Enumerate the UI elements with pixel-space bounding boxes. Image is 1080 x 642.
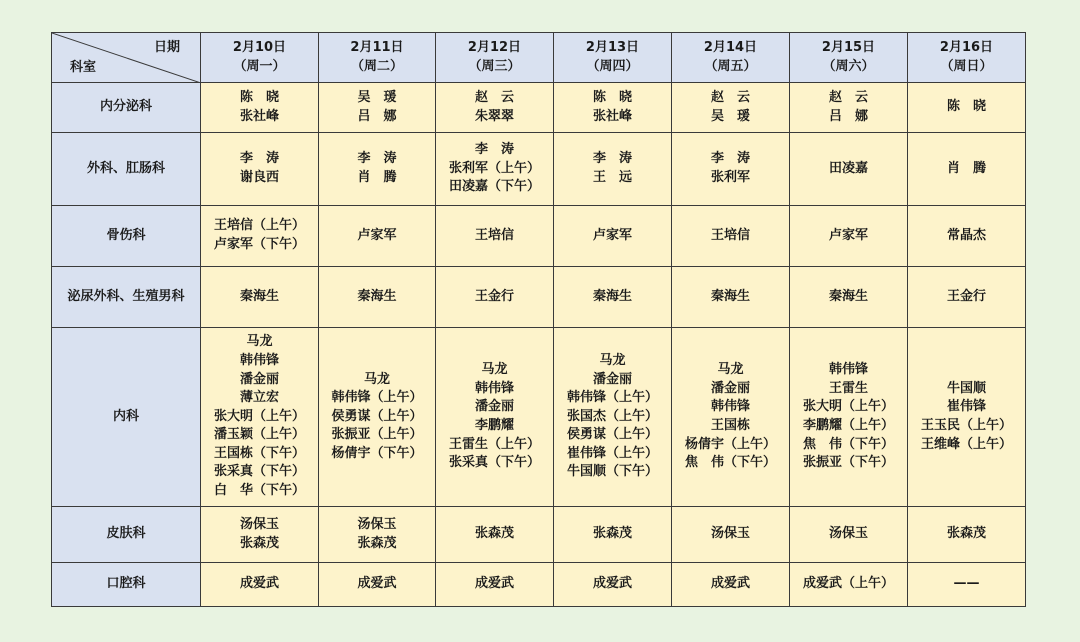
date-label: 2月11日 (350, 39, 404, 55)
doctor-name: 肖 腾 (357, 170, 397, 185)
doctor-name: 王培信 (710, 227, 750, 243)
duty-cell (436, 133, 554, 206)
doctor-name: 卢家军 (828, 227, 868, 243)
doctor-name: 王雷生 (828, 380, 868, 396)
doctor-name: 成爱武 (710, 576, 750, 592)
duty-cell (908, 83, 1026, 133)
duty-cell (790, 563, 908, 607)
duty-cell (554, 328, 672, 507)
duty-cell (201, 507, 319, 563)
department-name: 外科、肛肠科 (52, 133, 201, 206)
doctor-name: 王国栋 (710, 418, 750, 433)
doctor-name: 张利军 (710, 170, 750, 185)
duty-cell (201, 328, 319, 507)
duty-cell (201, 563, 319, 607)
doctor-name: 李 涛 (239, 151, 279, 167)
doctor-name: 韩伟锋 (828, 362, 868, 378)
duty-cell (319, 206, 436, 267)
doctor-name: 卢家军 (592, 227, 632, 243)
duty-cell (790, 206, 908, 267)
doctor-name: 张利军（上午） (448, 160, 540, 176)
weekday-label: （周二） (350, 58, 403, 74)
doctor-name: 张大明（上午） (213, 408, 305, 424)
doctor-name: 汤保玉 (239, 516, 279, 532)
doctor-name: 潘金丽 (474, 399, 514, 415)
date-label: 2月10日 (232, 39, 287, 55)
duty-cell (319, 328, 436, 507)
doctor-name: 秦海生 (357, 288, 397, 304)
date-header-cell (554, 33, 672, 83)
doctor-name: 赵 云 (710, 89, 750, 105)
doctor-name: 汤保玉 (828, 526, 868, 542)
duty-cell (554, 83, 672, 133)
doctor-name: 成爱武（上午） (802, 576, 894, 592)
duty-cell (319, 267, 436, 328)
date-label: 2月15日 (821, 39, 876, 55)
department-name: 皮肤科 (52, 507, 201, 563)
duty-cell (790, 133, 908, 206)
duty-cell (790, 507, 908, 563)
corner-header-cell (52, 33, 201, 83)
weekday-label: （周五） (704, 58, 757, 74)
schedule-body (52, 83, 1026, 607)
doctor-name: 李鹏耀 (474, 418, 514, 433)
duty-cell (201, 206, 319, 267)
doctor-name: 李 涛 (592, 151, 632, 167)
weekday-label: （周六） (822, 58, 875, 74)
department-row (52, 206, 1026, 267)
duty-cell (436, 563, 554, 607)
doctor-name: 王国栋（下午） (213, 445, 305, 461)
duty-schedule-table (51, 32, 1026, 607)
duty-cell (790, 267, 908, 328)
doctor-name: 秦海生 (592, 288, 632, 304)
duty-cell (554, 133, 672, 206)
doctor-name: 李 涛 (710, 151, 750, 167)
doctor-name: —— (953, 576, 980, 592)
doctor-name: 韩伟锋 (710, 399, 750, 415)
doctor-name: 朱翠翠 (474, 108, 514, 124)
doctor-name: 吕 娜 (828, 108, 868, 124)
date-header-cell (319, 33, 436, 83)
department-row (52, 563, 1026, 607)
doctor-name: 张大明（上午） (802, 399, 894, 415)
doctor-name: 韩伟锋 (239, 352, 279, 368)
doctor-name: 成爱武 (474, 576, 514, 592)
duty-cell (201, 83, 319, 133)
doctor-name: 马龙 (599, 352, 626, 368)
doctor-name: 张森茂 (474, 526, 514, 542)
doctor-name: 田凌嘉（下午） (448, 179, 540, 195)
department-name: 内科 (52, 328, 201, 507)
duty-cell (319, 83, 436, 133)
duty-cell (554, 206, 672, 267)
doctor-name: 秦海生 (239, 288, 279, 304)
doctor-name: 吴 瑗 (710, 108, 750, 124)
doctor-name: 张森茂 (239, 535, 279, 551)
duty-cell (908, 206, 1026, 267)
weekday-label: （周三） (468, 58, 521, 74)
duty-cell (672, 267, 790, 328)
duty-cell (319, 507, 436, 563)
doctor-name: 薄立宏 (239, 390, 279, 406)
date-header-cell (436, 33, 554, 83)
doctor-name: 崔伟锋 (946, 399, 986, 415)
doctor-name: 肖 腾 (946, 160, 986, 176)
duty-cell (672, 206, 790, 267)
date-header-cell (790, 33, 908, 83)
doctor-name: 侯勇谋（上午） (566, 427, 658, 443)
doctor-name: 杨倩宇（下午） (331, 445, 423, 461)
doctor-name: 韩伟锋（上午） (331, 390, 423, 406)
doctor-name: 王金行 (946, 288, 986, 304)
department-row (52, 328, 1026, 507)
duty-cell (554, 267, 672, 328)
duty-cell (672, 133, 790, 206)
doctor-name: 张森茂 (946, 526, 986, 542)
duty-cell (672, 328, 790, 507)
department-row (52, 83, 1026, 133)
doctor-name: 吕 娜 (357, 108, 397, 124)
doctor-name: 张森茂 (357, 535, 397, 551)
doctor-name: 崔伟锋（上午） (566, 445, 658, 461)
department-axis-label: 科室 (70, 60, 97, 76)
weekday-label: （周一） (233, 58, 286, 74)
date-axis-label: 日期 (153, 40, 180, 55)
duty-cell (436, 83, 554, 133)
department-name: 口腔科 (52, 563, 201, 607)
doctor-name: 张振亚（上午） (331, 427, 423, 443)
doctor-name: 马龙 (481, 362, 508, 378)
doctor-name: 白 华（下午） (213, 483, 305, 499)
duty-cell (319, 133, 436, 206)
doctor-name: 张森茂 (592, 526, 632, 542)
duty-cell (672, 83, 790, 133)
doctor-name: 王培信（上午） (213, 218, 305, 234)
duty-cell (319, 563, 436, 607)
doctor-name: 张采真（下午） (213, 464, 305, 480)
doctor-name: 焦 伟（下午） (802, 436, 894, 452)
date-header-cell (201, 33, 319, 83)
date-label: 2月12日 (467, 39, 522, 55)
duty-cell (908, 267, 1026, 328)
doctor-name: 王金行 (474, 288, 514, 304)
doctor-name: 成爱武 (357, 576, 397, 592)
department-row (52, 267, 1026, 328)
duty-cell (790, 83, 908, 133)
doctor-name: 马龙 (246, 334, 273, 350)
doctor-name: 王 远 (592, 170, 632, 185)
doctor-name: 马龙 (717, 362, 744, 378)
duty-cell (554, 563, 672, 607)
doctor-name: 汤保玉 (357, 516, 397, 532)
duty-cell (436, 206, 554, 267)
duty-cell (554, 507, 672, 563)
doctor-name: 谢良西 (239, 170, 279, 185)
date-label: 2月16日 (939, 39, 994, 55)
duty-cell (201, 133, 319, 206)
date-header-cell (672, 33, 790, 83)
duty-cell (436, 507, 554, 563)
doctor-name: 潘金丽 (239, 371, 279, 387)
date-label: 2月14日 (703, 39, 758, 55)
department-name: 内分泌科 (52, 83, 201, 133)
doctor-name: 汤保玉 (710, 526, 750, 542)
doctor-name: 张振亚（下午） (802, 455, 894, 471)
doctor-name: 王玉民（上午） (920, 418, 1012, 433)
duty-cell (908, 507, 1026, 563)
doctor-name: 李 涛 (357, 151, 397, 167)
doctor-name: 李鹏耀（上午） (802, 418, 894, 433)
doctor-name: 韩伟锋 (474, 380, 514, 396)
doctor-name: 王雷生（上午） (448, 436, 540, 452)
doctor-name: 田凌嘉 (828, 160, 868, 176)
doctor-name: 张采真（下午） (448, 455, 540, 471)
doctor-name: 陈 晓 (239, 89, 279, 105)
doctor-name: 陈 晓 (592, 89, 632, 105)
doctor-name: 秦海生 (710, 288, 750, 304)
doctor-name: 张国杰（上午） (566, 408, 658, 424)
duty-cell (908, 563, 1026, 607)
doctor-name: 王维峰（上午） (920, 436, 1012, 452)
department-name: 泌尿外科、生殖男科 (52, 267, 201, 328)
doctor-name: 陈 晓 (946, 99, 986, 115)
doctor-name: 潘玉颖（上午） (213, 427, 305, 443)
doctor-name: 成爱武 (239, 576, 279, 592)
doctor-name: 韩伟锋（上午） (566, 390, 658, 406)
department-row (52, 133, 1026, 206)
duty-cell (436, 267, 554, 328)
department-name: 骨伤科 (52, 206, 201, 267)
duty-cell (908, 328, 1026, 507)
doctor-name: 侯勇谋（上午） (331, 408, 423, 424)
date-label: 2月13日 (585, 39, 640, 55)
header-row (52, 33, 1026, 83)
doctor-name: 李 涛 (474, 142, 514, 158)
duty-cell (790, 328, 908, 507)
doctor-name: 吴 瑗 (357, 89, 397, 105)
duty-cell (201, 267, 319, 328)
department-row (52, 507, 1026, 563)
weekday-label: （周日） (940, 58, 993, 74)
doctor-name: 张社峰 (592, 108, 632, 124)
doctor-name: 杨倩宇（上午） (684, 436, 776, 452)
duty-cell (436, 328, 554, 507)
doctor-name: 牛国顺（下午） (566, 464, 658, 480)
doctor-name: 秦海生 (828, 288, 868, 304)
doctor-name: 赵 云 (474, 89, 514, 105)
doctor-name: 潘金丽 (710, 380, 750, 396)
duty-cell (672, 563, 790, 607)
date-header-cell (908, 33, 1026, 83)
doctor-name: 常晶杰 (946, 227, 986, 243)
duty-cell (672, 507, 790, 563)
doctor-name: 焦 伟（下午） (684, 455, 776, 471)
doctor-name: 成爱武 (592, 576, 632, 592)
doctor-name: 卢家军 (357, 227, 397, 243)
weekday-label: （周四） (586, 58, 639, 74)
doctor-name: 赵 云 (828, 89, 868, 105)
doctor-name: 王培信 (474, 227, 514, 243)
doctor-name: 卢家军（下午） (213, 237, 305, 252)
duty-cell (908, 133, 1026, 206)
doctor-name: 牛国顺 (946, 380, 986, 396)
doctor-name: 潘金丽 (592, 371, 632, 387)
doctor-name: 马龙 (363, 371, 390, 387)
doctor-name: 张社峰 (239, 108, 279, 124)
